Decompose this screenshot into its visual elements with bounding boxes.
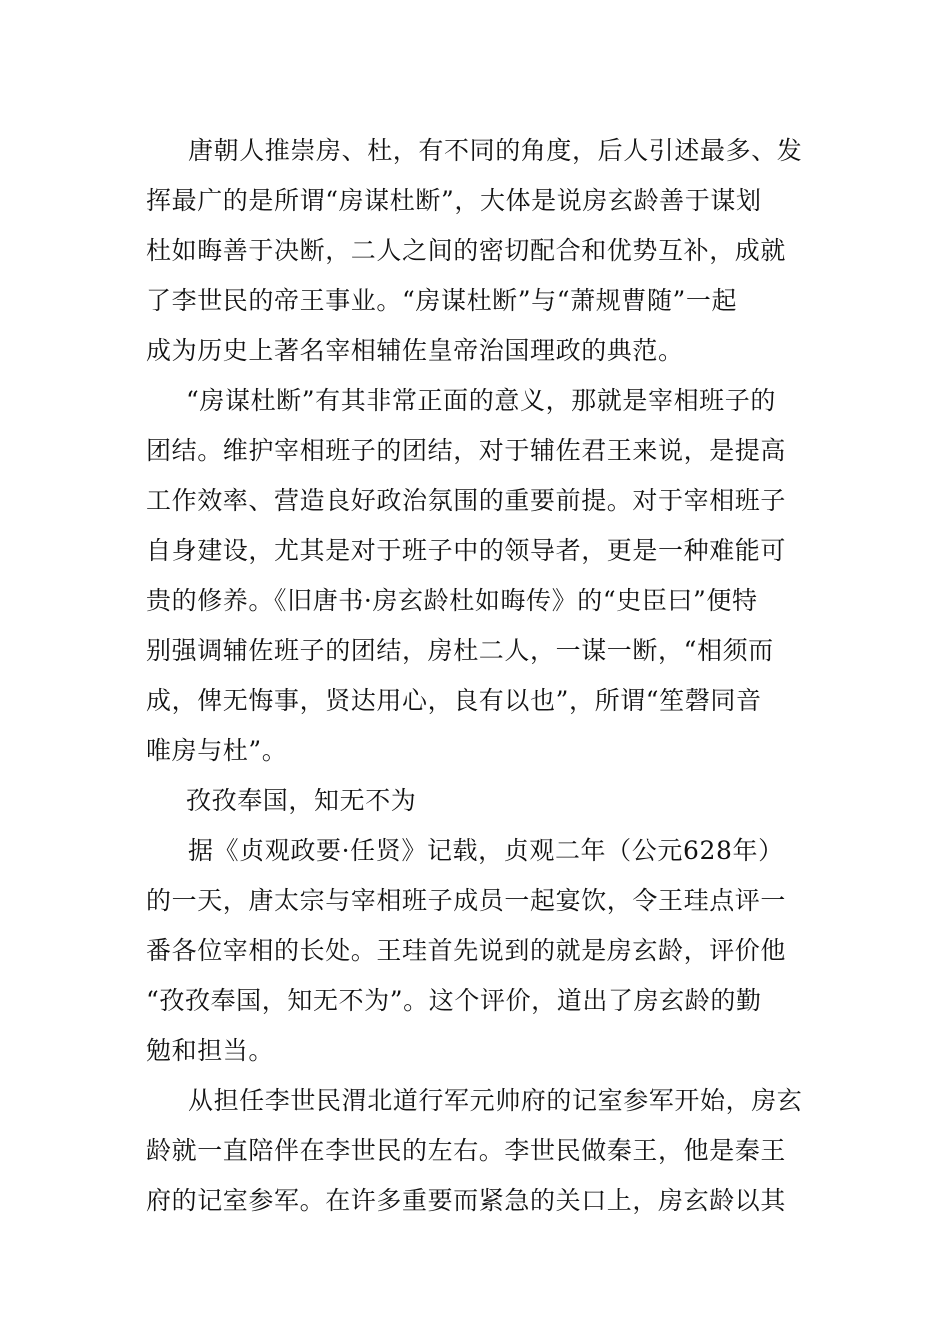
paragraph-line: 成，俾无悔事，贤达用心，良有以也”，所谓“笙磬同音 [146, 686, 762, 715]
paragraph-line: 团结。维护宰相班子的团结，对于辅佐君王来说，是提高 [146, 436, 787, 465]
paragraph-line: 从担任李世民渭北道行军元帅府的记室参军开始，房玄 [188, 1086, 803, 1115]
paragraph-line: 唐朝人推崇房、杜，有不同的角度，后人引述最多、发 [188, 136, 803, 165]
paragraph-line: 自身建设，尤其是对于班子中的领导者，更是一种难能可 [146, 536, 787, 565]
paragraph-line: 工作效率、营造良好政治氛围的重要前提。对于宰相班子 [146, 486, 787, 515]
paragraph-line: 了李世民的帝王事业。“房谋杜断”与“萧规曹随”一起 [146, 286, 738, 315]
paragraph-line: “房谋杜断”有其非常正面的意义，那就是宰相班子的 [186, 386, 776, 415]
paragraph-line: 杜如晦善于决断，二人之间的密切配合和优势互补，成就 [146, 236, 787, 265]
paragraph-line: 据《贞观政要·任贤》记载，贞观二年（公元628年） [188, 836, 784, 865]
paragraph-line: 唯房与杜”。 [146, 736, 288, 765]
paragraph-line: 番各位宰相的长处。王珪首先说到的就是房玄龄，评价他 [146, 936, 787, 965]
section-heading: 孜孜奉国，知无不为 [186, 786, 417, 815]
paragraph-line: 龄就一直陪伴在李世民的左右。李世民做秦王，他是秦王 [146, 1136, 787, 1165]
body-text [146, 126, 806, 1226]
paragraph-line: 府的记室参军。在许多重要而紧急的关口上，房玄龄以其 [146, 1186, 787, 1215]
paragraph-line: 挥最广的是所谓“房谋杜断”，大体是说房玄龄善于谋划 [146, 186, 762, 215]
paragraph-line: 别强调辅佐班子的团结，房杜二人，一谋一断，“相须而 [146, 636, 774, 665]
paragraph-line: 勉和担当。 [146, 1036, 275, 1065]
paragraph-line: 成为历史上著名宰相辅佐皇帝治国理政的典范。 [146, 336, 684, 365]
paragraph-line: 贵的修养。《旧唐书·房玄龄杜如晦传》的“史臣曰”便特 [146, 586, 758, 615]
paragraph-line: 的一天，唐太宗与宰相班子成员一起宴饮，令王珪点评一 [146, 886, 787, 915]
paragraph-line: “孜孜奉国，知无不为”。这个评价，道出了房玄龄的勤 [146, 986, 762, 1015]
